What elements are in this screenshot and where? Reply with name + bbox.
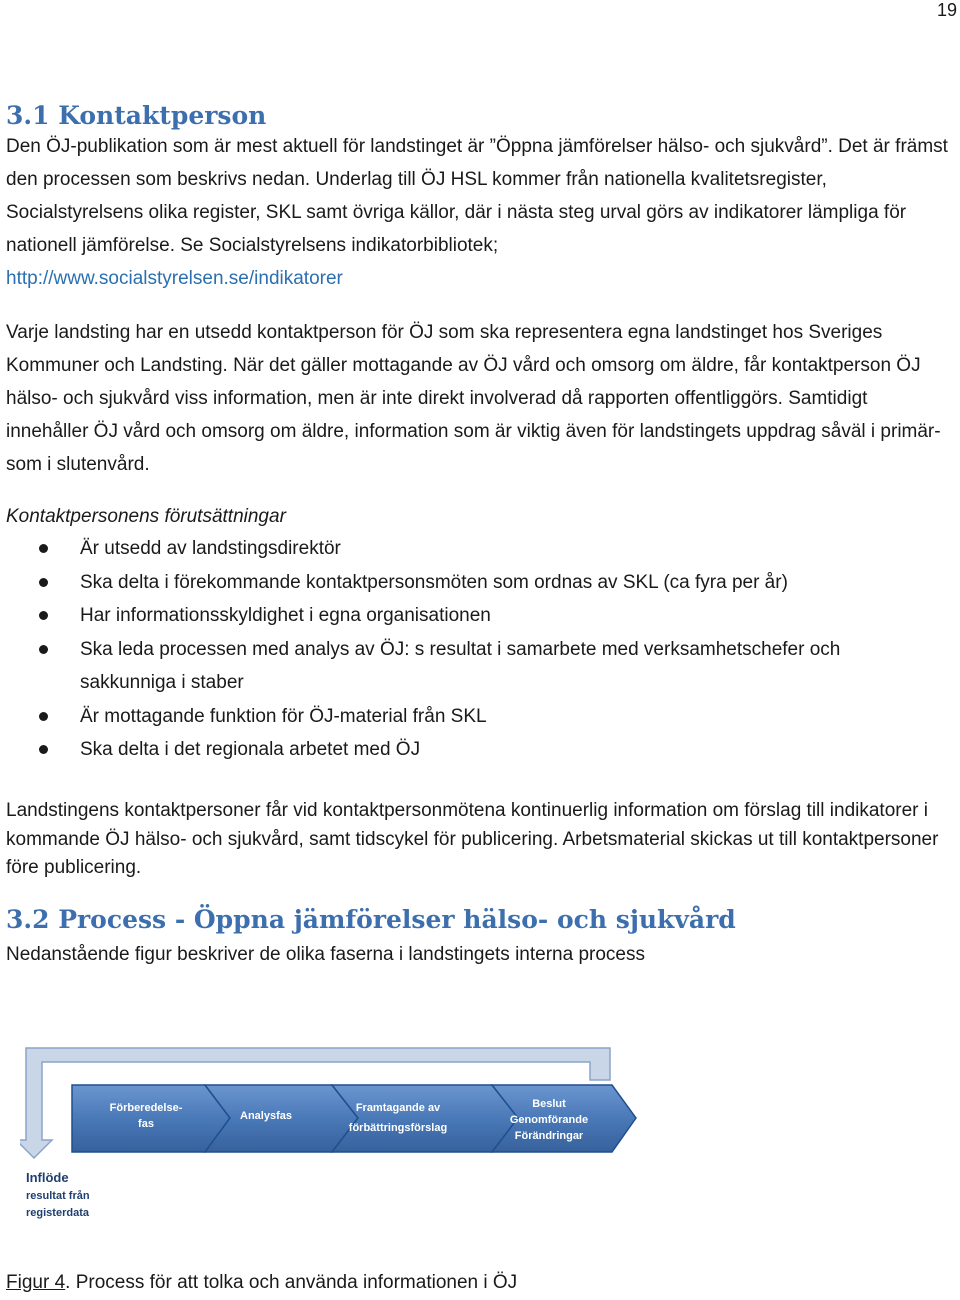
list-item: Ska delta i förekommande kontaktpersonsmöten som ordnas av SKL (ca fyra per år) bbox=[0, 566, 950, 600]
bullet-icon bbox=[39, 544, 48, 553]
bullet-icon bbox=[39, 712, 48, 721]
list-item: Ska leda processen med analys av ÖJ: s resultat i samarbete med verksamhetschefer och sakkunniga i staber bbox=[0, 633, 950, 700]
bullet-icon bbox=[39, 645, 48, 654]
stage-arrow-3 bbox=[332, 1085, 518, 1152]
list-item: Är utsedd av landstingsdirektör bbox=[0, 532, 950, 566]
stage-1-label-line1: Förberedelse- bbox=[109, 1102, 183, 1114]
page-number: 19 bbox=[936, 0, 957, 20]
stage-2-label: Analysfas bbox=[240, 1110, 292, 1122]
contact-person-paragraph: Varje landsting har en utsedd kontaktperson för ÖJ som ska representera egna landstinget hos Sveriges Kommuner och Landsting. När det gäller mottagande av ÖJ vård och omsorg om äldre, får kontaktperson ÖJ hälso- och sjukvård viss information, men är inte direkt involverad då rapporten offentliggörs. Samtidigt innehåller ÖJ vård och omsorg om äldre, information som är viktig även för landstingets uppdrag såväl i primär- som i slutenvård. bbox=[6, 322, 941, 475]
stage-1-label-line2: fas bbox=[138, 1118, 154, 1130]
bullet-icon bbox=[39, 611, 48, 620]
inflode-line1: resultat från bbox=[26, 1190, 90, 1202]
section-heading-process: 3.2 Process - Öppna jämförelser hälso- och sjukvård bbox=[6, 905, 736, 934]
process-diagram bbox=[20, 1040, 660, 1230]
intro-paragraph bbox=[6, 130, 954, 295]
stage-3-label-line1: Framtagande av bbox=[355, 1102, 441, 1114]
intro-text: Den ÖJ-publikation som är mest aktuell för landstinget är ”Öppna jämförelser hälso- och sjukvård”. Det är främst den processen som beskrivs nedan. Underlag till ÖJ HSL kommer från nationella kvalitetsregister, Socialstyrelsens olika register, SKL samt övriga källor, där i nästa steg urval görs av indikatorer lämpliga för nationell jämförelse. bbox=[6, 136, 948, 256]
prerequisites-subheading: Kontaktpersonens förutsättningar bbox=[6, 506, 286, 527]
figure-caption-label: Figur 4 bbox=[6, 1272, 66, 1293]
list-item: Ska delta i det regionala arbetet med ÖJ bbox=[0, 733, 950, 767]
stage-4-label-line3: Förändringar bbox=[514, 1130, 584, 1142]
contact-meetings-paragraph: Landstingens kontaktpersoner får vid kontaktpersonmötena kontinuerlig information om förslag till indikatorer i kommande ÖJ hälso- och sjukvård, samt tidscykel för publicering. Arbetsmaterial skickas ut till kontaktpersoner före publicering. bbox=[6, 800, 939, 878]
process-figure bbox=[20, 1040, 660, 1230]
inflode-line2: registerdata bbox=[26, 1207, 89, 1219]
stage-4-label-line2: Genomförande bbox=[509, 1114, 589, 1126]
stage-3-label-line2: förbättringsförslag bbox=[348, 1122, 448, 1134]
bullet-icon bbox=[39, 745, 48, 754]
list-item: Har informationsskyldighet i egna organisationen bbox=[0, 599, 950, 633]
section-heading-kontaktperson: 3.1 Kontaktperson bbox=[6, 101, 267, 130]
indicator-library-ref: Se Socialstyrelsens indikatorbibliotek; bbox=[174, 235, 499, 256]
process-intro: Nedanstående figur beskriver de olika faserna i landstingets interna process bbox=[6, 944, 645, 965]
figure-caption bbox=[6, 1268, 517, 1298]
stage-4-label-line1: Beslut bbox=[532, 1098, 566, 1110]
figure-caption-text: . Process för att tolka och använda informationen i ÖJ bbox=[65, 1272, 518, 1293]
indikatorer-link[interactable]: http://www.socialstyrelsen.se/indikatorer bbox=[6, 268, 343, 289]
list-item: Är mottagande funktion för ÖJ-material från SKL bbox=[0, 700, 950, 734]
bullet-icon bbox=[39, 578, 48, 587]
inflode-title: Inflöde bbox=[26, 1170, 69, 1185]
prerequisites-list bbox=[0, 532, 950, 767]
